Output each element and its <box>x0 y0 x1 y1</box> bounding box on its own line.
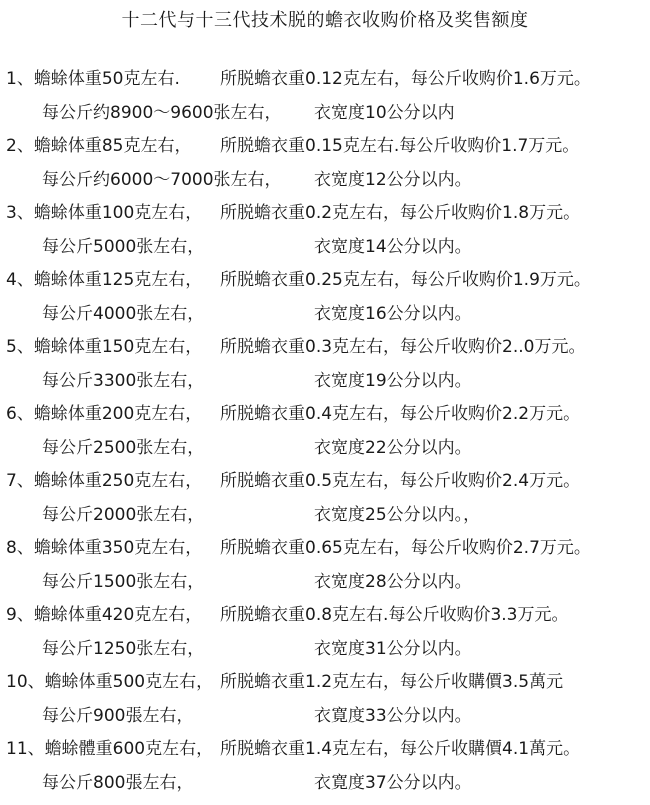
pieces-per-kg-text: 每公斤3300张左右， <box>42 371 205 391</box>
toad-weight-text: 1、蟾蜍体重50克左右. <box>6 69 180 89</box>
skin-width-text: 衣宽度14公分以内。 <box>314 237 472 257</box>
skin-width-text: 衣寛度37公分以内。 <box>314 773 472 793</box>
entry-line-count-width <box>42 437 472 459</box>
skin-width-text: 衣宽度16公分以内。 <box>314 304 472 324</box>
price-entry <box>0 604 650 671</box>
skin-width-text: 衣宽度19公分以内。 <box>314 371 472 391</box>
skin-weight-price-text: 所脱蟾衣重0.8克左右.每公斤收购价3.3万元。 <box>220 605 569 625</box>
skin-weight-price-text: 所脱蟾衣重0.3克左右，每公斤收购价2..0万元。 <box>220 337 586 357</box>
entry-line-count-width <box>42 102 455 124</box>
skin-weight-price-text: 所脱蟾衣重0.2克左右，每公斤收购价1.8万元。 <box>220 203 581 223</box>
toad-weight-text: 5、蟾蜍体重150克左右， <box>6 337 203 357</box>
toad-weight-text: 8、蟾蜍体重350克左右， <box>6 538 203 558</box>
skin-weight-price-text: 所脱蟾衣重0.5克左右，每公斤收购价2.4万元。 <box>220 471 581 491</box>
price-entry <box>0 269 650 336</box>
skin-width-text: 衣宽度28公分以内。 <box>314 572 472 592</box>
entry-line-weight-price <box>6 269 591 291</box>
entry-line-count-width <box>42 705 472 727</box>
price-entry <box>0 403 650 470</box>
entry-line-weight-price <box>6 738 580 760</box>
entry-line-count-width <box>42 303 472 325</box>
price-entry <box>0 202 650 269</box>
skin-width-text: 衣宽度10公分以内 <box>314 103 455 123</box>
price-entry <box>0 135 650 202</box>
price-entry <box>0 738 650 805</box>
toad-weight-text: 7、蟾蜍体重250克左右， <box>6 471 203 491</box>
pieces-per-kg-text: 每公斤约8900～9600张左右， <box>42 103 282 123</box>
toad-weight-text: 6、蟾蜍体重200克左右， <box>6 404 203 424</box>
skin-width-text: 衣宽度31公分以内。 <box>314 639 472 659</box>
skin-weight-price-text: 所脱蟾衣重1.4克左右，每公斤收購價4.1萬元。 <box>220 739 581 759</box>
price-entry <box>0 671 650 738</box>
skin-width-text: 衣寛度33公分以内。 <box>314 706 472 726</box>
entry-line-weight-price <box>6 470 580 492</box>
entry-line-weight-price <box>6 202 580 224</box>
skin-weight-price-text: 所脱蟾衣重0.15克左右.每公斤收购价1.7万元。 <box>220 136 580 156</box>
entry-line-weight-price <box>6 68 591 90</box>
pieces-per-kg-text: 每公斤900張左右， <box>42 706 194 726</box>
entry-line-count-width <box>42 571 472 593</box>
price-entry-list <box>0 68 650 805</box>
pieces-per-kg-text: 每公斤1250张左右， <box>42 639 205 659</box>
pieces-per-kg-text: 每公斤约6000～7000张左右， <box>42 170 282 190</box>
pieces-per-kg-text: 每公斤4000张左右， <box>42 304 205 324</box>
entry-line-count-width <box>42 638 472 660</box>
entry-line-weight-price <box>6 671 563 693</box>
entry-line-weight-price <box>6 336 585 358</box>
pieces-per-kg-text: 每公斤2000张左右， <box>42 505 205 525</box>
skin-width-text: 衣宽度12公分以内。 <box>314 170 472 190</box>
entry-line-count-width <box>42 772 472 794</box>
pieces-per-kg-text: 每公斤5000张左右， <box>42 237 205 257</box>
price-entry <box>0 68 650 135</box>
pieces-per-kg-text: 每公斤800張左右， <box>42 773 194 793</box>
skin-weight-price-text: 所脱蟾衣重0.12克左右，每公斤收购价1.6万元。 <box>220 69 591 89</box>
entry-line-weight-price <box>6 135 579 157</box>
price-entry <box>0 336 650 403</box>
skin-weight-price-text: 所脱蟾衣重0.25克左右，每公斤收购价1.9万元。 <box>220 270 591 290</box>
toad-weight-text: 10、蟾蜍体重500克左右， <box>6 672 214 692</box>
toad-weight-text: 4、蟾蜍体重125克左右， <box>6 270 203 290</box>
entry-line-count-width <box>42 169 472 191</box>
entry-line-count-width <box>42 236 472 258</box>
skin-weight-price-text: 所脱蟾衣重0.4克左右，每公斤收购价2.2万元。 <box>220 404 581 424</box>
entry-line-weight-price <box>6 604 568 626</box>
document-title: 十二代与十三代技术脱的蟾衣收购价格及奖售额度 <box>121 10 529 31</box>
skin-width-text: 衣宽度22公分以内。 <box>314 438 472 458</box>
toad-weight-text: 9、蟾蜍体重420克左右， <box>6 605 203 625</box>
entry-line-count-width <box>42 504 480 526</box>
skin-width-text: 衣宽度25公分以内。， <box>314 505 481 525</box>
pieces-per-kg-text: 每公斤2500张左右， <box>42 438 205 458</box>
price-entry <box>0 537 650 604</box>
price-entry <box>0 470 650 537</box>
pieces-per-kg-text: 每公斤1500张左右， <box>42 572 205 592</box>
entry-line-weight-price <box>6 403 580 425</box>
toad-weight-text: 3、蟾蜍体重100克左右， <box>6 203 203 223</box>
entry-line-weight-price <box>6 537 591 559</box>
entry-line-count-width <box>42 370 472 392</box>
toad-weight-text: 2、蟾蜍体重85克左右， <box>6 136 192 156</box>
skin-weight-price-text: 所脱蟾衣重1.2克左右，每公斤收購價3.5萬元 <box>220 672 564 692</box>
toad-weight-text: 11、蟾蜍體重600克左右， <box>6 739 214 759</box>
skin-weight-price-text: 所脱蟾衣重0.65克左右，每公斤收购价2.7万元。 <box>220 538 591 558</box>
